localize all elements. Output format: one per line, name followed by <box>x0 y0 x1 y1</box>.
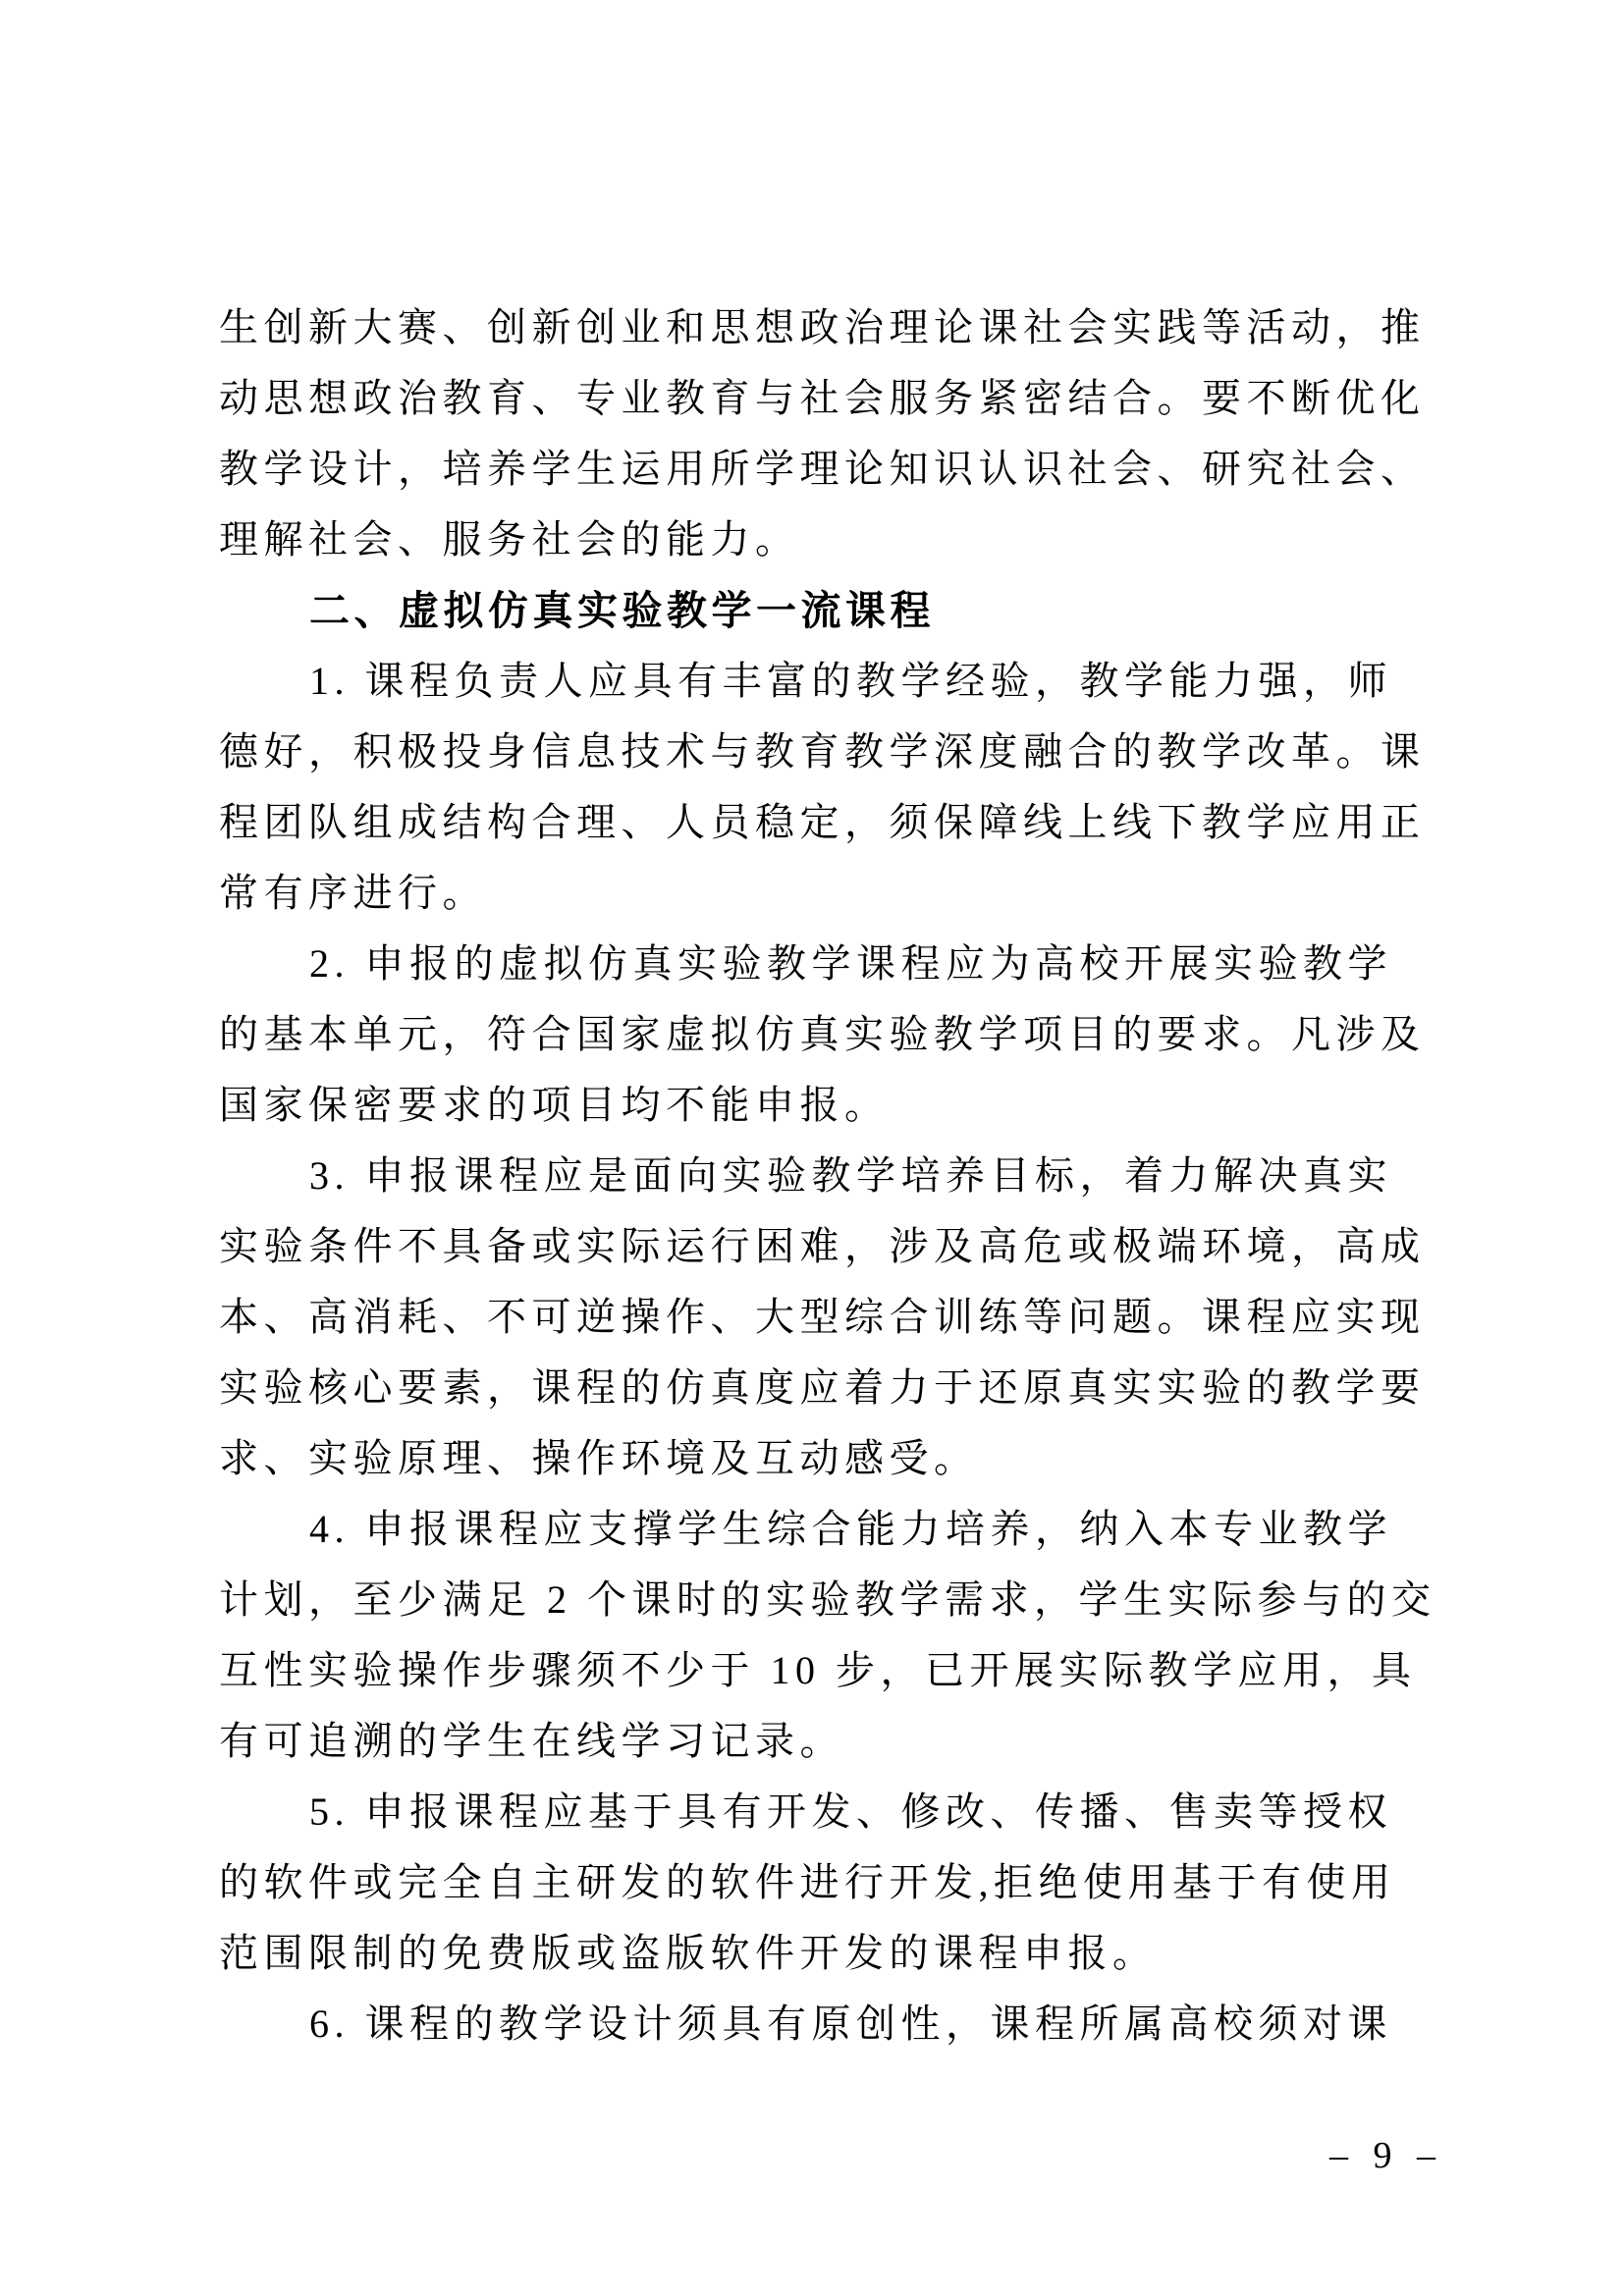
text-line: 教学设计，培养学生运用所学理论知识认识社会、研究社会、 <box>219 447 1426 491</box>
text-line: 理解社会、服务社会的能力。 <box>219 517 800 561</box>
text-line: 德好，积极投身信息技术与教育教学深度融合的教学改革。课 <box>219 729 1426 774</box>
text-line: 3. 申报课程应是面向实验教学培养目标，着力解决真实 <box>309 1153 1392 1198</box>
text-line: 的基本单元，符合国家虚拟仿真实验教学项目的要求。凡涉及 <box>219 1012 1426 1056</box>
text-line: 生创新大赛、创新创业和思想政治理论课社会实践等活动，推 <box>219 305 1426 349</box>
text-line: 2. 申报的虚拟仿真实验教学课程应为高校开展实验教学 <box>309 941 1392 986</box>
text-line: 求、实验原理、操作环境及互动感受。 <box>219 1436 979 1480</box>
text-line: 实验条件不具备或实际运行困难，涉及高危或极端环境，高成 <box>219 1224 1426 1268</box>
page-number: – 9 – <box>1329 2135 1443 2176</box>
text-line: 1. 课程负责人应具有丰富的教学经验，教学能力强，师 <box>309 659 1392 703</box>
text-line: 的软件或完全自主研发的软件进行开发,拒绝使用基于有使用 <box>219 1860 1396 1904</box>
text-line: 程团队组成结构合理、人员稳定，须保障线上线下教学应用正 <box>219 800 1426 844</box>
text-line: 范围限制的免费版或盗版软件开发的课程申报。 <box>219 1931 1158 1975</box>
text-line: 5. 申报课程应基于具有开发、修改、传播、售卖等授权 <box>309 1789 1392 1834</box>
text-line: 本、高消耗、不可逆操作、大型综合训练等问题。课程应实现 <box>219 1295 1426 1339</box>
text-line: 互性实验操作步骤须不少于 10 步，已开展实际教学应用，具 <box>219 1648 1417 1692</box>
text-line: 国家保密要求的项目均不能申报。 <box>219 1083 890 1127</box>
document-body <box>219 293 1436 2059</box>
text-line: 实验核心要素，课程的仿真度应着力于还原真实实验的教学要 <box>219 1365 1426 1410</box>
text-line: 有可追溯的学生在线学习记录。 <box>219 1719 844 1763</box>
section-heading: 二、虚拟仿真实验教学一流课程 <box>309 588 935 633</box>
text-line: 4. 申报课程应支撑学生综合能力培养，纳入本专业教学 <box>309 1507 1392 1551</box>
text-line: 计划，至少满足 2 个课时的实验教学需求，学生实际参与的交 <box>219 1577 1436 1622</box>
text-line: 常有序进行。 <box>219 871 487 915</box>
text-line: 6. 课程的教学设计须具有原创性，课程所属高校须对课 <box>309 2002 1392 2046</box>
text-line: 动思想政治教育、专业教育与社会服务紧密结合。要不断优化 <box>219 376 1426 420</box>
